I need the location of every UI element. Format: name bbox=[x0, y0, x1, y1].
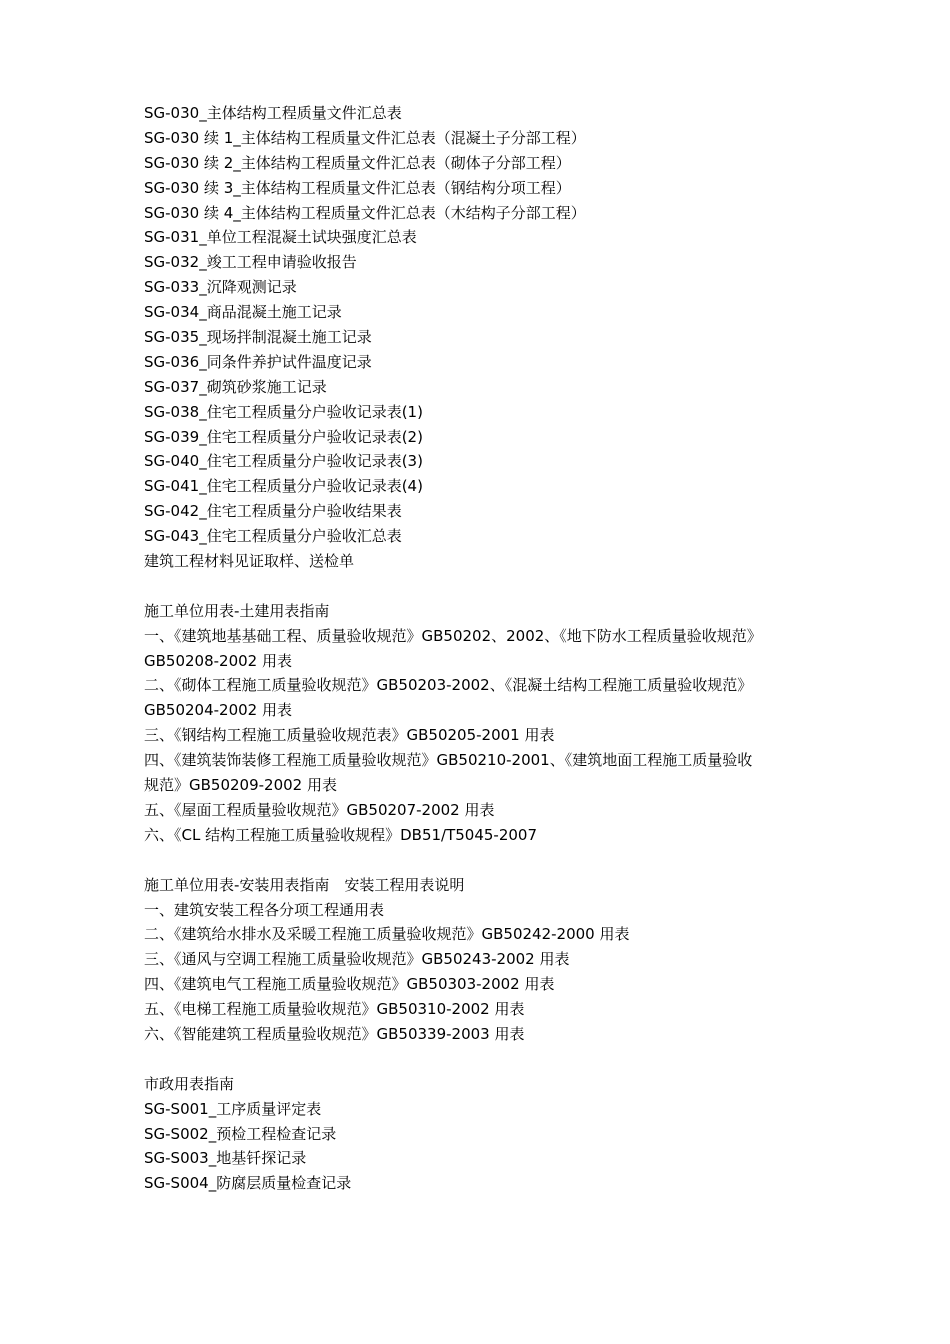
list-item: SG-037_砌筑砂浆施工记录 bbox=[144, 377, 327, 396]
list-item: SG-032_竣工工程申请验收报告 bbox=[144, 253, 357, 272]
list-item: 五、《屋面工程质量验收规范》GB50207-2002 用表 bbox=[144, 800, 495, 819]
list-item: 六、《智能建筑工程质量验收规范》GB50339-2003 用表 bbox=[144, 1024, 525, 1043]
list-item: 二、《砌体工程施工质量验收规范》GB50203-2002、《混凝土结构工程施工质量验收规范》 bbox=[144, 676, 753, 695]
list-item: SG-035_现场拌制混凝土施工记录 bbox=[144, 328, 372, 347]
spacer bbox=[144, 1047, 824, 1072]
list-item-continuation: 规范》GB50209-2002 用表 bbox=[144, 776, 337, 795]
list-item: 三、《通风与空调工程施工质量验收规范》GB50243-2002 用表 bbox=[144, 950, 570, 969]
list-item: SG-038_住宅工程质量分户验收记录表(1) bbox=[144, 402, 423, 421]
list-item: 五、《电梯工程施工质量验收规范》GB50310-2002 用表 bbox=[144, 1000, 525, 1019]
section-municipal-guide bbox=[144, 1072, 824, 1196]
list-item: SG-S002_预检工程检查记录 bbox=[144, 1124, 337, 1143]
list-item: SG-S004_防腐层质量检查记录 bbox=[144, 1174, 352, 1193]
list-item-continuation: GB50208-2002 用表 bbox=[144, 651, 292, 670]
list-item: 建筑工程材料见证取样、送检单 bbox=[144, 552, 355, 571]
list-item: SG-030_主体结构工程质量文件汇总表 bbox=[144, 104, 402, 122]
spacer bbox=[144, 848, 824, 873]
list-item: SG-S003_地基钎探记录 bbox=[144, 1149, 307, 1168]
list-item: SG-043_住宅工程质量分户验收汇总表 bbox=[144, 527, 402, 546]
section-heading: 市政用表指南 bbox=[144, 1074, 235, 1093]
section-heading: 施工单位用表-安装用表指南 安装工程用表说明 bbox=[144, 875, 465, 894]
section-installation-guide bbox=[144, 873, 824, 1047]
document-page bbox=[144, 101, 824, 1196]
list-item: SG-030 续 3_主体结构工程质量文件汇总表（钢结构分项工程） bbox=[144, 178, 571, 197]
section-civil-guide bbox=[144, 599, 824, 848]
list-item: SG-033_沉降观测记录 bbox=[144, 278, 297, 297]
list-item: SG-030 续 4_主体结构工程质量文件汇总表（木结构子分部工程） bbox=[144, 203, 586, 222]
list-item: 六、《CL 结构工程施工质量验收规程》DB51/T5045-2007 bbox=[144, 825, 538, 844]
list-item: 二、《建筑给水排水及采暖工程施工质量验收规范》GB50242-2000 用表 bbox=[144, 925, 630, 944]
list-item: SG-030 续 1_主体结构工程质量文件汇总表（混凝土子分部工程） bbox=[144, 128, 586, 147]
spacer bbox=[144, 574, 824, 599]
list-item: SG-042_住宅工程质量分户验收结果表 bbox=[144, 502, 402, 521]
list-item: 四、《建筑装饰装修工程施工质量验收规范》GB50210-2001、《建筑地面工程施工质量验收 bbox=[144, 751, 753, 770]
list-item: SG-030 续 2_主体结构工程质量文件汇总表（砌体子分部工程） bbox=[144, 153, 571, 172]
list-item: SG-041_住宅工程质量分户验收记录表(4) bbox=[144, 477, 423, 496]
list-item: SG-031_单位工程混凝土试块强度汇总表 bbox=[144, 228, 417, 247]
list-item: SG-S001_工序质量评定表 bbox=[144, 1099, 322, 1118]
list-item: SG-036_同条件养护试件温度记录 bbox=[144, 352, 372, 371]
list-item: SG-034_商品混凝土施工记录 bbox=[144, 303, 342, 322]
section-sg-forms bbox=[144, 101, 824, 574]
list-item-continuation: GB50204-2002 用表 bbox=[144, 701, 292, 720]
list-item: 一、建筑安装工程各分项工程通用表 bbox=[144, 900, 385, 919]
list-item: 三、《钢结构工程施工质量验收规范表》GB50205-2001 用表 bbox=[144, 726, 555, 745]
list-item: 一、《建筑地基基础工程、质量验收规范》GB50202、2002、《地下防水工程质量验收规范》 bbox=[144, 626, 762, 645]
list-item: 四、《建筑电气工程施工质量验收规范》GB50303-2002 用表 bbox=[144, 975, 555, 994]
section-heading: 施工单位用表-土建用表指南 bbox=[144, 601, 330, 620]
list-item: SG-039_住宅工程质量分户验收记录表(2) bbox=[144, 427, 423, 446]
list-item: SG-040_住宅工程质量分户验收记录表(3) bbox=[144, 452, 423, 471]
